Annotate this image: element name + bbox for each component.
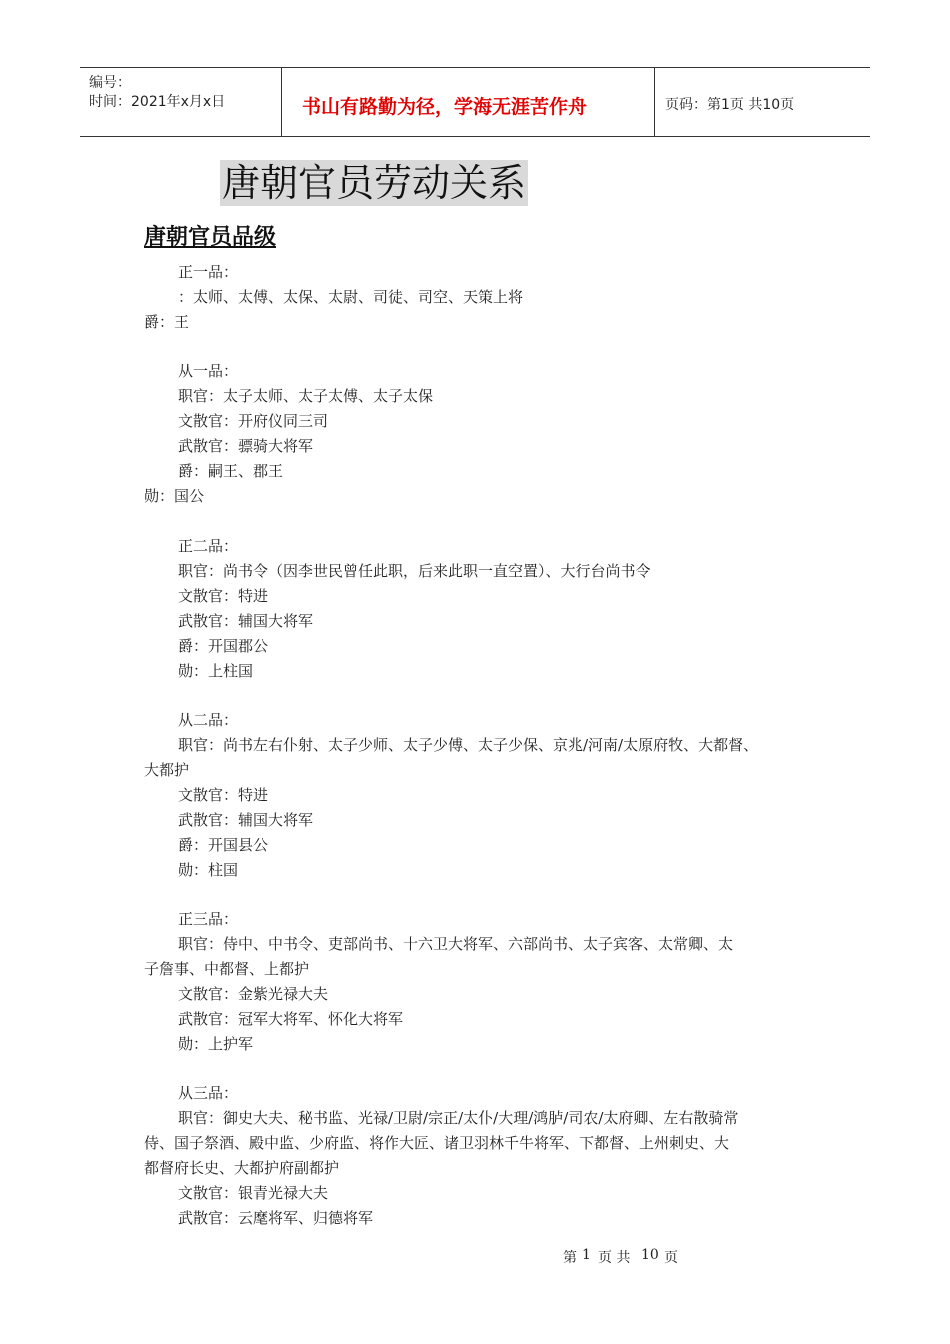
body-line: 武散官：辅国大将军 [178,811,314,829]
header-motto-cell [282,68,655,136]
page-info: 页码：第1页 共10页 [665,97,795,113]
body-line: 武散官：辅国大将军 [178,612,314,630]
header-meta-cell [80,68,282,136]
rank-heading: 从二品： [178,711,239,729]
motto-text: 书山有路勤为径，学海无涯苦作舟 [302,96,588,118]
time-label: 时间：2021年x月x日 [89,94,226,110]
footer-total-pages: 10 [641,1247,659,1263]
body-line: 勋：上柱国 [178,662,254,680]
rank-heading: 从三品： [178,1084,239,1102]
body-line: 文散官：特进 [178,587,269,605]
footer-page-number: 1 [582,1247,591,1263]
rank-heading: 正一品： [178,263,239,281]
body-line: 文散官：特进 [178,786,269,804]
body-line: 文散官：金紫光禄大夫 [178,985,329,1003]
body-line: 职官：太子太师、太子太傅、太子太保 [178,387,434,405]
body-line: 大都护 [144,761,190,779]
body-line: 勋：上护军 [178,1035,254,1053]
body-line: 职官：尚书左右仆射、太子少师、太子少傅、太子少保、京兆/河南/太原府牧、大都督、 [178,736,759,754]
body-line: 都督府长史、大都护府副都护 [144,1159,340,1177]
body-line: 爵：王 [144,313,190,331]
body-line: 子詹事、中都督、上都护 [144,960,310,978]
body-line: 爵：开国郡公 [178,637,269,655]
body-line: 勋：柱国 [178,861,239,879]
body-line: 文散官：银青光禄大夫 [178,1184,329,1202]
body-line: 文散官：开府仪同三司 [178,412,329,430]
body-line: 侍、国子祭酒、殿中监、少府监、将作大匠、诸卫羽林千牛将军、下都督、上州刺史、大 [144,1134,730,1152]
rank-heading: 从一品： [178,362,239,380]
body-line: 职官：侍中、中书令、吏部尚书、十六卫大将军、六部尚书、太子宾客、太常卿、太 [178,935,734,953]
section-title: 唐朝官员品级 [144,224,277,250]
footer-page-suffix: 页 [664,1250,678,1266]
number-label: 编号： [89,75,131,91]
footer-page-prefix: 第 [563,1250,577,1266]
header-page-cell [655,68,870,136]
body-line: 武散官：骠骑大将军 [178,437,314,455]
rank-heading: 正二品： [178,537,239,555]
body-line: 职官：尚书令（因李世民曾任此职，后来此职一直空置）、大行台尚书令 [178,562,651,580]
body-line: 爵：嗣王、郡王 [178,462,284,480]
rank-heading: 正三品： [178,910,239,928]
body-line: 武散官：冠军大将军、怀化大将军 [178,1010,404,1028]
body-line: ：太师、太傅、太保、太尉、司徒、司空、天策上将 [178,288,524,306]
body-line: 职官：御史大夫、秘书监、光禄/卫尉/宗正/太仆/大理/鸿胪/司农/太府卿、左右散骑常 [178,1109,739,1127]
page-header [80,67,870,137]
body-line: 勋：国公 [144,487,205,505]
footer-page-mid: 页 共 [598,1250,631,1266]
document-title: 唐朝官员劳动关系 [222,161,527,205]
body-line: 武散官：云麾将军、归德将军 [178,1209,374,1227]
body-line: 爵：开国县公 [178,836,269,854]
